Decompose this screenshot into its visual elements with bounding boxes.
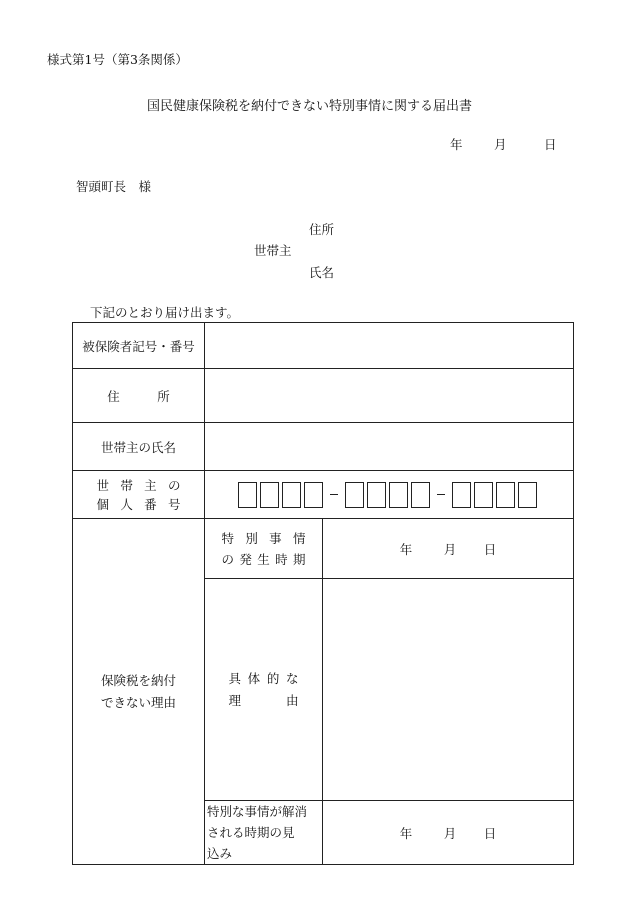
occurrence-month-unit: 月 (443, 541, 457, 557)
digit-box[interactable] (282, 482, 301, 508)
month-unit: 月 (493, 137, 507, 152)
digit-box[interactable] (345, 482, 364, 508)
header-date (450, 135, 556, 153)
resolution-label-line3: 込み (207, 846, 233, 861)
resolution-month-unit: 月 (443, 825, 457, 841)
personal-number-boxes[interactable] (205, 482, 573, 508)
digit-box[interactable] (411, 482, 430, 508)
addressee: 智頭町長 様 (76, 179, 152, 194)
digit-box[interactable] (496, 482, 515, 508)
specific-reason-label-line1: 具体的な (228, 670, 299, 686)
report-table (72, 322, 574, 865)
year-unit: 年 (450, 137, 463, 152)
personal-number-field[interactable] (205, 471, 574, 519)
form-number: 様式第1号（第3条関係） (47, 52, 188, 67)
digit-box[interactable] (367, 482, 386, 508)
intro-text: 下記のとおり届け出ます。 (90, 305, 240, 320)
resolution-label-line2: される時期の見 (207, 825, 295, 840)
occurrence-day-unit: 日 (483, 541, 497, 557)
resolution-label-line1: 特別な事情が解消 (207, 804, 308, 819)
resolution-year-unit: 年 (399, 825, 413, 841)
digit-box[interactable] (238, 482, 257, 508)
group-separator-dash (330, 494, 338, 495)
head-name-label: 世帯主の氏名 (73, 423, 205, 471)
digit-box[interactable] (260, 482, 279, 508)
insured-number-label: 被保険者記号・番号 (73, 323, 205, 369)
insured-number-field[interactable] (205, 323, 574, 369)
occurrence-label-line2: の発生時期 (221, 551, 306, 567)
digit-box[interactable] (304, 482, 323, 508)
document-title: 国民健康保険税を納付できない特別事情に関する届出書 (147, 99, 473, 114)
day-unit: 日 (543, 137, 557, 152)
personal-number-label (73, 471, 205, 519)
occurrence-label (205, 519, 323, 579)
address-field[interactable] (205, 369, 574, 423)
specific-reason-label (205, 579, 323, 801)
resolution-label (205, 801, 323, 865)
digit-box[interactable] (389, 482, 408, 508)
reason-label-line2: できない理由 (100, 694, 176, 710)
applicant-head-label: 世帯主 (254, 243, 292, 258)
occurrence-label-line1: 特別事情 (221, 530, 306, 546)
specific-reason-label-line2: 理 由 (228, 692, 299, 708)
reason-label-line1: 保険税を納付 (100, 672, 176, 688)
applicant-address-label: 住所 (309, 222, 335, 237)
resolution-day-unit: 日 (483, 825, 497, 841)
digit-box[interactable] (474, 482, 493, 508)
occurrence-date-field[interactable] (323, 519, 574, 579)
personal-number-label-line2: 個人番号 (96, 496, 181, 512)
personal-number-label-line1: 世帯主の (96, 477, 181, 493)
occurrence-year-unit: 年 (399, 541, 413, 557)
digit-box[interactable] (452, 482, 471, 508)
reason-label (73, 519, 205, 865)
resolution-date-field[interactable] (323, 801, 574, 865)
head-name-field[interactable] (205, 423, 574, 471)
group-separator-dash (437, 494, 445, 495)
applicant-name-label: 氏名 (309, 265, 335, 280)
address-label: 住 所 (73, 369, 205, 423)
specific-reason-field[interactable] (323, 579, 574, 801)
digit-box[interactable] (518, 482, 537, 508)
